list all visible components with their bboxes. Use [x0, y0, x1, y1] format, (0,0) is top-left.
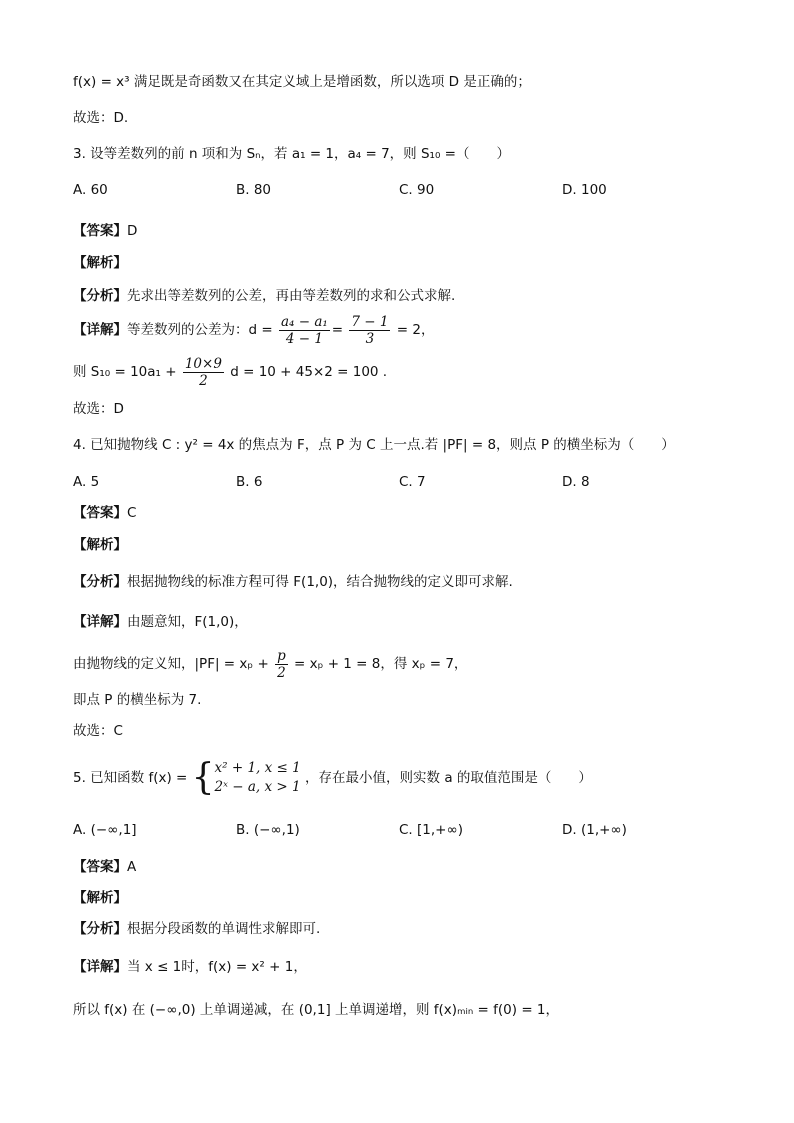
definition-line — [73, 646, 467, 682]
frac-num: a₄ − a₁ — [280, 313, 328, 330]
s10-line — [73, 354, 387, 390]
option-d: D. 100 — [562, 182, 607, 198]
fenxi-line — [73, 919, 320, 939]
analysis-label — [73, 888, 127, 908]
fenxi-label: 【分析】 — [73, 288, 127, 304]
text-line: f(x) = x³ 满足既是奇函数又在其定义域上是增函数，所以选项 D 是正确的； — [73, 74, 531, 90]
option-a: A. (−∞,1] — [73, 822, 137, 838]
q5-post: ，存在最小值，则实数 a 的取值范围是（ ） — [305, 770, 592, 786]
option-c: C. 7 — [399, 474, 426, 490]
frac-den: 2 — [277, 664, 286, 681]
answer-label: 【答案】 — [73, 859, 127, 875]
fenxi-line — [73, 286, 455, 306]
question-3-options — [73, 180, 713, 200]
text-line: 故选：D. — [73, 110, 129, 126]
answer-line — [73, 503, 136, 523]
xiangjie-line — [73, 957, 307, 977]
def-pre: 由抛物线的定义知，|PF| = xₚ + — [73, 656, 269, 672]
fenxi-line — [73, 572, 513, 592]
option-a: A. 60 — [73, 182, 108, 198]
fenxi-text: 根据分段函数的单调性求解即可. — [127, 921, 321, 937]
text-line: 所以 f(x) 在 (−∞,0) 上单调递减，在 (0,1] 上单调递增，则 f(x)ₘᵢₙ = f(0) = 1， — [73, 1002, 560, 1018]
xiangjie-label: 【详解】 — [73, 959, 127, 975]
analysis-label — [73, 535, 127, 555]
question-3-stem: 3. 设等差数列的前 n 项和为 Sₙ，若 a₁ = 1，a₄ = 7，则 S₁₀ =（ ） — [73, 146, 510, 162]
xiangjie-text: 当 x ≤ 1时，f(x) = x² + 1， — [127, 959, 307, 975]
fraction — [183, 356, 224, 389]
answer-label: 【答案】 — [73, 505, 127, 521]
fenxi-label: 【分析】 — [73, 574, 127, 590]
option-a: A. 5 — [73, 474, 100, 490]
option-b: B. 80 — [236, 182, 272, 198]
question-5-stem — [73, 756, 592, 800]
frac-den: 3 — [365, 330, 375, 347]
option-b: B. (−∞,1) — [236, 822, 300, 838]
xiangjie-label: 【详解】 — [73, 614, 127, 630]
frac-num: p — [277, 647, 286, 664]
frac-den: 4 − 1 — [285, 330, 323, 347]
option-d: D. 8 — [562, 474, 590, 490]
option-c: C. [1,+∞) — [399, 822, 463, 838]
analysis-tag: 【解析】 — [73, 255, 127, 271]
answer-label: 【答案】 — [73, 223, 127, 239]
option-b: B. 6 — [236, 474, 263, 490]
option-c: C. 90 — [399, 182, 435, 198]
xiangjie-text: 等差数列的公差为：d = — [127, 322, 273, 338]
xiangjie-line: 【详解】等差数列的公差为：d = $\frac{\text{a₄ − a₁}}{4 - 1}$ = $\frac{7 - 1}{3}$ = 2， — [73, 313, 435, 347]
fenxi-text: 根据抛物线的标准方程可得 F(1,0)，结合抛物线的定义即可求解. — [127, 574, 513, 590]
choose-line: 故选：C — [73, 723, 123, 739]
brace-icon: { — [191, 757, 215, 798]
fraction — [275, 648, 288, 681]
analysis-tag: 【解析】 — [73, 890, 127, 906]
case-1: x² + 1, x ≤ 1 — [214, 760, 301, 776]
q5-pre: 5. 已知函数 f(x) = — [73, 770, 188, 786]
s10-post: d = 10 + 45×2 = 100 . — [230, 364, 388, 380]
fenxi-text: 先求出等差数列的公差，再由等差数列的求和公式求解. — [127, 288, 456, 304]
s10-pre: 则 S₁₀ = 10a₁ + — [73, 364, 177, 380]
answer-line — [73, 857, 136, 877]
fraction — [349, 314, 390, 347]
xiangjie-label: 【详解】 — [73, 322, 127, 338]
frac-den: 2 — [199, 372, 208, 389]
frac-num: 7 − 1 — [351, 313, 389, 330]
answer-value: D — [127, 223, 138, 239]
fraction — [279, 314, 330, 347]
analysis-tag: 【解析】 — [73, 537, 127, 553]
frac-num: 10×9 — [184, 355, 222, 372]
xiangjie-text: 由题意知，F(1,0)， — [127, 614, 248, 630]
answer-value: C — [127, 505, 137, 521]
answer-line — [73, 221, 137, 241]
text-line: 即点 P 的横坐标为 7. — [73, 692, 202, 708]
answer-value: A — [127, 859, 137, 875]
question-4-options — [73, 472, 713, 492]
question-5-options — [73, 820, 713, 840]
xiangjie-line — [73, 612, 248, 632]
fenxi-label: 【分析】 — [73, 921, 127, 937]
analysis-label — [73, 253, 127, 273]
question-4-stem: 4. 已知抛物线 C : y² = 4x 的焦点为 F，点 P 为 C 上一点.若 |PF| = 8，则点 P 的横坐标为（ ） — [73, 437, 675, 453]
option-d: D. (1,+∞) — [562, 822, 627, 838]
choose-line: 故选：D — [73, 401, 124, 417]
case-2: 2ˣ − a, x > 1 — [214, 779, 301, 795]
def-post: = xₚ + 1 = 8，得 xₚ = 7， — [294, 656, 468, 672]
xiangjie-result: = 2， — [396, 322, 435, 338]
piecewise — [215, 759, 301, 797]
